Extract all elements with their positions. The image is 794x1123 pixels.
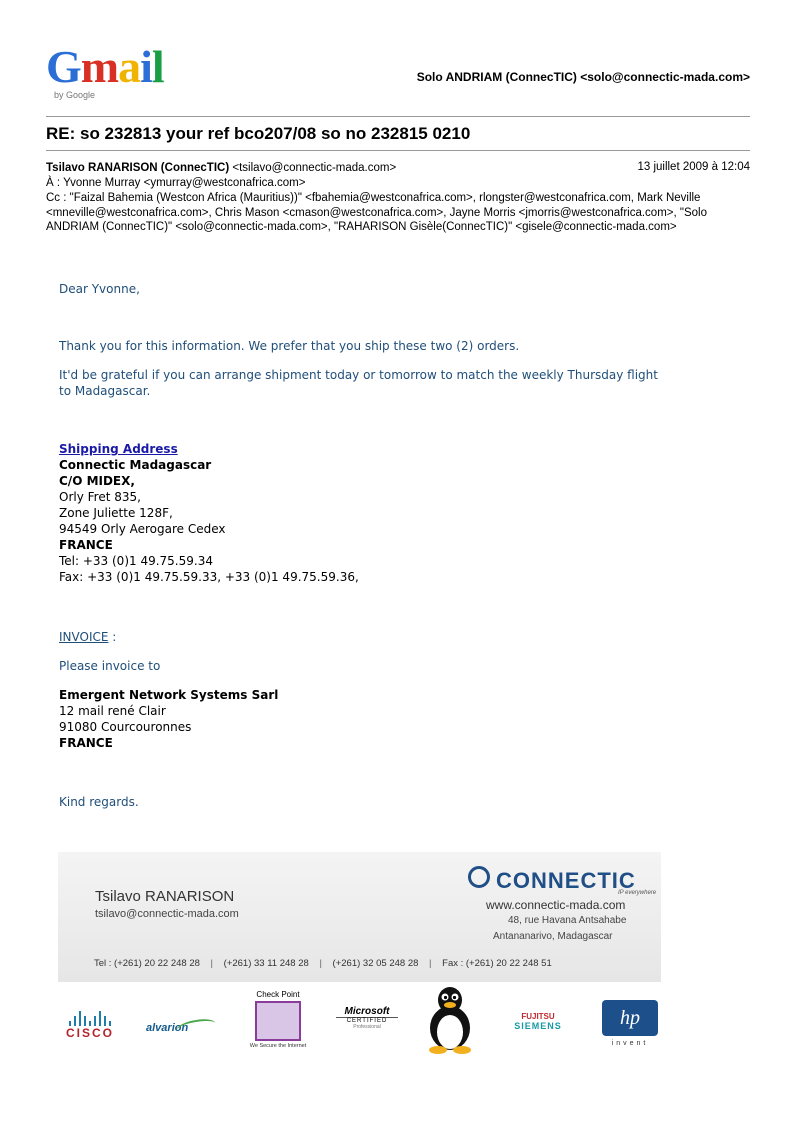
gmail-logo-text: Gmail (46, 41, 164, 92)
signature-city: Antananarivo, Madagascar (493, 931, 613, 942)
phone-separator: | (210, 958, 214, 969)
shipping-address-link[interactable]: Shipping Address (59, 442, 178, 456)
signature-banner (58, 852, 661, 982)
sender-email: <tsilavo@connectic-mada.com> (232, 162, 397, 174)
fujitsu-siemens-logo (506, 1012, 570, 1031)
signature-tel-2: (+261) 33 11 248 28 (223, 958, 309, 969)
signature-tel-1: Tel : (+261) 20 22 248 28 (94, 958, 200, 969)
divider (46, 116, 750, 117)
siemens-text: SIEMENS (514, 1021, 562, 1031)
connectic-logo-icon (468, 866, 490, 888)
signature-name: Tsilavo RANARISON (95, 888, 235, 905)
microsoft-text: Microsoft (344, 1006, 390, 1017)
closing: Kind regards. (59, 795, 139, 809)
shipping-tel: Tel: +33 (0)1 49.75.59.34 (59, 554, 213, 568)
to-line (46, 176, 752, 191)
cisco-logo (62, 1010, 118, 1040)
phone-separator: | (429, 958, 432, 969)
signature-website[interactable]: www.connectic-mada.com (486, 898, 626, 912)
shipping-company: Connectic Madagascar (59, 458, 212, 472)
microsoft-certified-text: CERTIFIED (336, 1017, 398, 1024)
sender-name: Tsilavo RANARISON (ConnecTIC) (46, 162, 230, 174)
hp-logo (600, 1000, 660, 1047)
paragraph-2-line-1: It'd be grateful if you can arrange shipment today or tomorrow to match the weekly Thursday flight (59, 368, 658, 382)
linux-tux-icon (420, 984, 480, 1054)
account-identity: Solo ANDRIAM (ConnecTIC) <solo@connectic-mada.com> (416, 70, 750, 84)
email-subject: RE: so 232813 your ref bco207/08 so no 232815 0210 (46, 124, 471, 143)
signature-street: 48, rue Havana Antsahabe (508, 915, 627, 926)
microsoft-professional-text: Professional (353, 1024, 381, 1030)
cc-recipients: "Faizal Bahemia (Westcon Africa (Mauritius))" <fbahemia@westconafrica.com>, rlongster@westconafrica.com, Mark Neville <mneville@westconafrica.com>, Chris Mason <cmason@westconafrica.com>, Jayne Morris <jmorris@westconafrica.com>, "Solo ANDRIAM (ConnecTIC)" <solo@connectic-mada.com>, "RAHARISON Gisèle(ConnecTIC)" <gisele@connectic-mada.com> (46, 192, 707, 233)
invoice-line: 91080 Courcouronnes (59, 720, 192, 734)
invoice-heading (59, 629, 116, 645)
cisco-bars-icon (62, 1010, 118, 1026)
signature-email: tsilavo@connectic-mada.com (95, 908, 239, 920)
invoice-colon: : (108, 630, 117, 644)
divider (46, 150, 750, 151)
invoice-company: Emergent Network Systems Sarl (59, 688, 279, 702)
alvarion-swoosh-icon (175, 1017, 217, 1038)
to-label: À : (46, 177, 61, 189)
shipping-fax: Fax: +33 (0)1 49.75.59.33, +33 (0)1 49.75.59.36, (59, 570, 359, 584)
invoice-address-block (59, 687, 278, 751)
signature-fax: Fax : (+261) 20 22 248 51 (442, 958, 552, 969)
microsoft-certified-logo (336, 1006, 398, 1030)
paragraph-1: Thank you for this information. We prefer that you ship these two (2) orders. (59, 339, 520, 353)
to-recipients: Yvonne Murray <ymurray@westconafrica.com> (63, 177, 306, 189)
phone-separator: | (319, 958, 322, 969)
gmail-logo[interactable] (46, 41, 176, 108)
paragraph-2-line-2: to Madagascar. (59, 384, 151, 398)
shipping-line: C/O MIDEX, (59, 474, 135, 488)
checkpoint-logo (242, 990, 314, 1049)
checkpoint-title: Check Point (256, 990, 300, 999)
checkpoint-box-icon (255, 1001, 301, 1041)
cc-label: Cc : (46, 192, 67, 204)
signature-phones (94, 958, 560, 969)
signature-tel-3: (+261) 32 05 248 28 (332, 958, 419, 969)
shipping-country: FRANCE (59, 538, 113, 552)
cisco-text: CISCO (65, 1026, 114, 1040)
alvarion-logo (146, 1012, 216, 1034)
email-date: 13 juillet 2009 à 12:04 (637, 161, 750, 173)
invoice-text: Please invoice to (59, 659, 161, 673)
fujitsu-text: FUJITSU (521, 1012, 555, 1021)
checkpoint-slogan: We Secure the Internet (249, 1043, 307, 1049)
shipping-line: 94549 Orly Aerogare Cedex (59, 522, 226, 536)
invoice-heading-text: INVOICE (59, 630, 109, 644)
shipping-line: Zone Juliette 128F, (59, 506, 173, 520)
alvarion-text: alvarion (146, 1022, 189, 1034)
invoice-country: FRANCE (59, 736, 113, 750)
by-google-label: by Google (54, 90, 96, 100)
shipping-address-block (59, 457, 359, 585)
cc-line (46, 191, 752, 235)
connectic-tagline: IP everywhere (618, 890, 657, 896)
greeting: Dear Yvonne, (59, 282, 140, 296)
invoice-line: 12 mail rené Clair (59, 704, 166, 718)
connectic-brand: CONNECTIC (496, 868, 636, 893)
hp-invent-text: invent (611, 1040, 649, 1047)
shipping-line: Orly Fret 835, (59, 490, 141, 504)
hp-text: hp (602, 1000, 658, 1036)
